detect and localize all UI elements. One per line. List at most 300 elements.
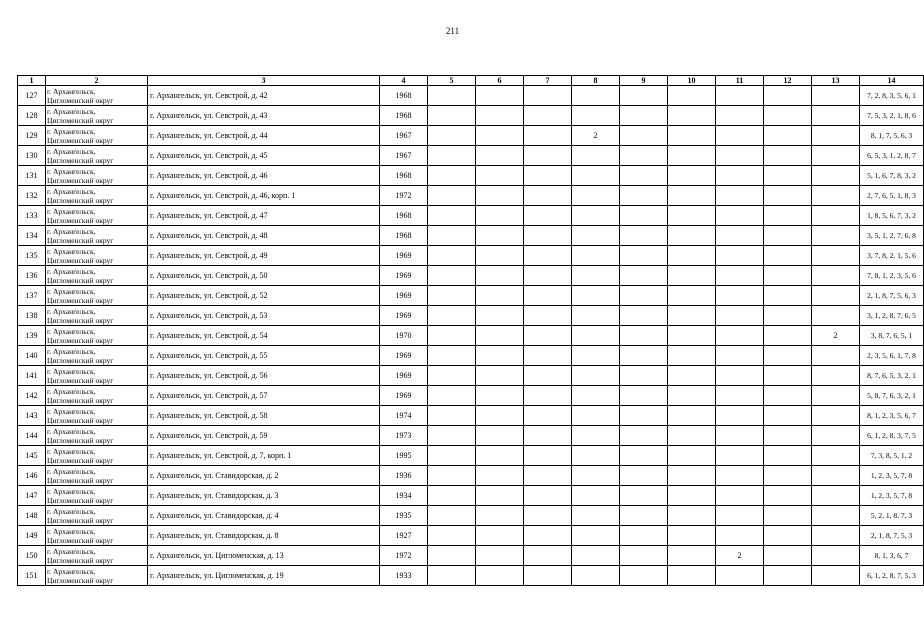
area-line: Цигломенский округ <box>47 355 114 365</box>
value-cell <box>620 426 668 446</box>
value-cell <box>428 266 476 286</box>
year-cell: 1968 <box>380 86 428 106</box>
value-cell <box>524 506 572 526</box>
table-row <box>18 206 924 226</box>
address-cell: г. Архангельск, ул. Севстрой, д. 48 <box>148 226 380 246</box>
value-cell <box>764 466 812 486</box>
value-cell <box>572 346 620 366</box>
housing-register-table <box>17 75 924 586</box>
value-cell <box>620 226 668 246</box>
area-cell <box>46 386 148 406</box>
value-cell <box>524 286 572 306</box>
area-cell <box>46 566 148 586</box>
area-cell <box>46 246 148 266</box>
address-cell: г. Архангельск, ул. Севстрой, д. 45 <box>148 146 380 166</box>
row-number-cell: 147 <box>18 486 46 506</box>
address-cell: г. Архангельск, ул. Севстрой, д. 56 <box>148 366 380 386</box>
codes-cell: 3, 8, 7, 6, 5, 1 <box>860 326 924 346</box>
area-line: г. Архангельск, <box>47 366 96 376</box>
value-cell <box>524 246 572 266</box>
value-cell <box>764 226 812 246</box>
column-header: 2 <box>46 76 148 86</box>
area-line: г. Архангельск, <box>47 186 96 196</box>
value-cell <box>572 366 620 386</box>
row-number-cell: 140 <box>18 346 46 366</box>
value-cell <box>764 206 812 226</box>
codes-cell: 8, 1, 2, 3, 5, 6, 7 <box>860 406 924 426</box>
year-cell: 1927 <box>380 526 428 546</box>
year-cell: 1968 <box>380 106 428 126</box>
value-cell <box>428 366 476 386</box>
value-cell <box>716 346 764 366</box>
value-cell <box>524 226 572 246</box>
value-cell <box>668 366 716 386</box>
value-cell <box>476 546 524 566</box>
column-header: 8 <box>572 76 620 86</box>
area-line: Цигломенский округ <box>47 235 114 245</box>
row-number-cell: 142 <box>18 386 46 406</box>
row-number-cell: 149 <box>18 526 46 546</box>
area-line: Цигломенский округ <box>47 195 114 205</box>
address-cell: г. Архангельск, ул. Севстрой, д. 7, корп. 1 <box>148 446 380 466</box>
codes-cell: 6, 5, 3, 1, 2, 8, 7 <box>860 146 924 166</box>
value-cell <box>716 266 764 286</box>
area-line: Цигломенский округ <box>47 135 114 145</box>
table-row <box>18 266 924 286</box>
value-cell <box>476 226 524 246</box>
address-cell: г. Архангельск, ул. Ставидорская, д. 4 <box>148 506 380 526</box>
row-number-cell: 148 <box>18 506 46 526</box>
codes-cell: 7, 2, 8, 3, 5, 6, 1 <box>860 86 924 106</box>
value-cell <box>476 186 524 206</box>
value-cell <box>572 166 620 186</box>
value-cell <box>668 326 716 346</box>
column-header: 3 <box>148 76 380 86</box>
value-cell <box>572 306 620 326</box>
table-row <box>18 486 924 506</box>
area-line: Цигломенский округ <box>47 415 114 425</box>
value-cell <box>620 146 668 166</box>
year-cell: 1995 <box>380 446 428 466</box>
value-cell <box>620 106 668 126</box>
value-cell <box>812 206 860 226</box>
value-cell: 2 <box>572 126 620 146</box>
value-cell <box>524 326 572 346</box>
value-cell <box>572 406 620 426</box>
table-row <box>18 526 924 546</box>
area-line: г. Архангельск, <box>47 466 96 476</box>
value-cell <box>476 346 524 366</box>
column-header: 9 <box>620 76 668 86</box>
codes-cell: 5, 8, 7, 6, 3, 2, 1 <box>860 386 924 406</box>
value-cell <box>764 286 812 306</box>
area-line: г. Архангельск, <box>47 406 96 416</box>
value-cell <box>524 386 572 406</box>
table-row <box>18 346 924 366</box>
value-cell <box>428 526 476 546</box>
value-cell <box>524 306 572 326</box>
value-cell <box>812 346 860 366</box>
codes-cell: 3, 5, 1, 2, 7, 6, 8 <box>860 226 924 246</box>
address-cell: г. Архангельск, ул. Севстрой, д. 46, корп. 1 <box>148 186 380 206</box>
value-cell <box>812 246 860 266</box>
address-cell: г. Архангельск, ул. Цигломенская, д. 19 <box>148 566 380 586</box>
value-cell <box>668 486 716 506</box>
year-cell: 1969 <box>380 306 428 326</box>
year-cell: 1936 <box>380 466 428 486</box>
value-cell <box>812 566 860 586</box>
value-cell <box>476 406 524 426</box>
address-cell: г. Архангельск, ул. Севстрой, д. 52 <box>148 286 380 306</box>
codes-cell: 8, 7, 6, 5, 3, 2, 1 <box>860 366 924 386</box>
value-cell <box>764 346 812 366</box>
value-cell <box>572 246 620 266</box>
value-cell <box>524 146 572 166</box>
year-cell: 1973 <box>380 426 428 446</box>
value-cell <box>428 446 476 466</box>
area-line: г. Архангельск, <box>47 326 96 336</box>
table-row <box>18 166 924 186</box>
area-cell <box>46 346 148 366</box>
value-cell <box>620 126 668 146</box>
value-cell <box>572 286 620 306</box>
value-cell <box>668 146 716 166</box>
value-cell <box>572 226 620 246</box>
value-cell <box>476 426 524 446</box>
value-cell <box>668 86 716 106</box>
area-line: Цигломенский округ <box>47 535 114 545</box>
value-cell <box>764 486 812 506</box>
value-cell <box>524 106 572 126</box>
value-cell <box>476 446 524 466</box>
area-line: г. Архангельск, <box>47 506 96 516</box>
value-cell <box>572 506 620 526</box>
value-cell <box>764 186 812 206</box>
value-cell <box>572 326 620 346</box>
table-row <box>18 386 924 406</box>
value-cell <box>620 366 668 386</box>
area-line: г. Архангельск, <box>47 386 96 396</box>
value-cell <box>620 86 668 106</box>
area-cell <box>46 86 148 106</box>
value-cell <box>572 386 620 406</box>
value-cell <box>524 466 572 486</box>
area-cell <box>46 266 148 286</box>
codes-cell: 3, 1, 2, 8, 7, 6, 5 <box>860 306 924 326</box>
area-line: Цигломенский округ <box>47 335 114 345</box>
area-cell <box>46 526 148 546</box>
value-cell <box>476 566 524 586</box>
value-cell <box>812 386 860 406</box>
value-cell <box>668 466 716 486</box>
table-row <box>18 226 924 246</box>
value-cell <box>716 326 764 346</box>
value-cell <box>524 406 572 426</box>
value-cell <box>524 366 572 386</box>
value-cell <box>764 326 812 346</box>
table-row <box>18 186 924 206</box>
row-number-cell: 138 <box>18 306 46 326</box>
row-number-cell: 132 <box>18 186 46 206</box>
value-cell <box>764 506 812 526</box>
area-cell <box>46 446 148 466</box>
value-cell <box>764 366 812 386</box>
value-cell <box>620 286 668 306</box>
value-cell <box>428 166 476 186</box>
value-cell <box>812 306 860 326</box>
year-cell: 1935 <box>380 506 428 526</box>
value-cell <box>524 446 572 466</box>
value-cell <box>764 526 812 546</box>
value-cell <box>716 466 764 486</box>
value-cell <box>428 146 476 166</box>
value-cell <box>428 466 476 486</box>
area-cell <box>46 226 148 246</box>
area-line: Цигломенский округ <box>47 555 114 565</box>
value-cell <box>764 546 812 566</box>
column-header: 14 <box>860 76 924 86</box>
value-cell <box>764 306 812 326</box>
column-header: 11 <box>716 76 764 86</box>
value-cell <box>668 506 716 526</box>
table-row <box>18 126 924 146</box>
value-cell <box>764 266 812 286</box>
area-line: Цигломенский округ <box>47 215 114 225</box>
table-row <box>18 446 924 466</box>
area-line: г. Архангельск, <box>47 266 96 276</box>
year-cell: 1972 <box>380 186 428 206</box>
year-cell: 1967 <box>380 146 428 166</box>
value-cell <box>716 106 764 126</box>
codes-cell: 6, 1, 2, 8, 7, 5, 3 <box>860 566 924 586</box>
value-cell <box>524 426 572 446</box>
value-cell <box>764 426 812 446</box>
area-line: Цигломенский округ <box>47 255 114 265</box>
value-cell <box>428 406 476 426</box>
value-cell <box>620 566 668 586</box>
value-cell <box>620 466 668 486</box>
value-cell <box>428 86 476 106</box>
value-cell <box>620 546 668 566</box>
codes-cell: 1, 2, 3, 5, 7, 8 <box>860 486 924 506</box>
value-cell <box>620 266 668 286</box>
value-cell <box>476 526 524 546</box>
value-cell <box>476 206 524 226</box>
row-number-cell: 150 <box>18 546 46 566</box>
value-cell <box>668 206 716 226</box>
address-cell: г. Архангельск, ул. Севстрой, д. 57 <box>148 386 380 406</box>
year-cell: 1969 <box>380 266 428 286</box>
area-cell <box>46 506 148 526</box>
codes-cell: 7, 3, 8, 5, 1, 2 <box>860 446 924 466</box>
value-cell <box>572 426 620 446</box>
value-cell <box>572 266 620 286</box>
value-cell: 2 <box>812 326 860 346</box>
row-number-cell: 144 <box>18 426 46 446</box>
area-cell <box>46 206 148 226</box>
area-line: г. Архангельск, <box>47 346 96 356</box>
area-cell <box>46 546 148 566</box>
area-line: Цигломенский округ <box>47 495 114 505</box>
value-cell <box>572 146 620 166</box>
value-cell <box>620 446 668 466</box>
value-cell <box>812 466 860 486</box>
value-cell <box>716 526 764 546</box>
area-line: г. Архангельск, <box>47 146 96 156</box>
row-number-cell: 134 <box>18 226 46 246</box>
year-cell: 1969 <box>380 286 428 306</box>
value-cell <box>428 386 476 406</box>
address-cell: г. Архангельск, ул. Севстрой, д. 53 <box>148 306 380 326</box>
area-cell <box>46 406 148 426</box>
value-cell <box>428 426 476 446</box>
area-cell <box>46 426 148 446</box>
year-cell: 1974 <box>380 406 428 426</box>
value-cell <box>668 386 716 406</box>
row-number-cell: 145 <box>18 446 46 466</box>
codes-cell: 8, 1, 7, 5, 6, 3 <box>860 126 924 146</box>
area-line: г. Архангельск, <box>47 246 96 256</box>
column-header: 6 <box>476 76 524 86</box>
value-cell <box>620 206 668 226</box>
area-line: г. Архангельск, <box>47 286 96 296</box>
value-cell <box>812 366 860 386</box>
address-cell: г. Архангельск, ул. Ставидорская, д. 3 <box>148 486 380 506</box>
area-cell <box>46 146 148 166</box>
year-cell: 1969 <box>380 366 428 386</box>
value-cell <box>764 166 812 186</box>
value-cell <box>428 226 476 246</box>
value-cell <box>476 286 524 306</box>
value-cell <box>572 466 620 486</box>
row-number-cell: 130 <box>18 146 46 166</box>
area-line: г. Архангельск, <box>47 546 96 556</box>
value-cell <box>668 226 716 246</box>
area-line: г. Архангельск, <box>47 486 96 496</box>
row-number-cell: 127 <box>18 86 46 106</box>
value-cell <box>716 286 764 306</box>
area-cell <box>46 166 148 186</box>
row-number-cell: 129 <box>18 126 46 146</box>
area-line: Цигломенский округ <box>47 375 114 385</box>
value-cell <box>668 406 716 426</box>
value-cell <box>620 306 668 326</box>
codes-cell: 8, 1, 3, 6, 7 <box>860 546 924 566</box>
year-cell: 1968 <box>380 226 428 246</box>
table-body <box>18 86 924 586</box>
value-cell <box>572 86 620 106</box>
area-line: г. Архангельск, <box>47 106 96 116</box>
value-cell <box>428 506 476 526</box>
value-cell <box>716 486 764 506</box>
value-cell <box>812 286 860 306</box>
value-cell <box>428 346 476 366</box>
area-line: г. Архангельск, <box>47 526 96 536</box>
value-cell <box>476 366 524 386</box>
codes-cell: 2, 7, 6, 5, 1, 8, 3 <box>860 186 924 206</box>
area-line: Цигломенский округ <box>47 115 114 125</box>
value-cell <box>812 526 860 546</box>
value-cell <box>716 86 764 106</box>
address-cell: г. Архангельск, ул. Севстрой, д. 50 <box>148 266 380 286</box>
value-cell <box>668 126 716 146</box>
value-cell <box>716 506 764 526</box>
area-cell <box>46 286 148 306</box>
value-cell <box>620 166 668 186</box>
row-number-cell: 133 <box>18 206 46 226</box>
value-cell <box>812 106 860 126</box>
value-cell <box>524 206 572 226</box>
table-row <box>18 306 924 326</box>
value-cell <box>812 266 860 286</box>
year-cell: 1933 <box>380 566 428 586</box>
row-number-cell: 136 <box>18 266 46 286</box>
value-cell <box>668 106 716 126</box>
row-number-cell: 146 <box>18 466 46 486</box>
value-cell <box>620 326 668 346</box>
value-cell <box>476 306 524 326</box>
value-cell <box>812 126 860 146</box>
table-row <box>18 366 924 386</box>
row-number-cell: 151 <box>18 566 46 586</box>
area-line: Цигломенский округ <box>47 575 114 585</box>
value-cell: 2 <box>716 546 764 566</box>
area-cell <box>46 326 148 346</box>
value-cell <box>812 166 860 186</box>
table-row <box>18 86 924 106</box>
area-line: г. Архангельск, <box>47 226 96 236</box>
value-cell <box>476 486 524 506</box>
value-cell <box>572 446 620 466</box>
row-number-cell: 135 <box>18 246 46 266</box>
area-cell <box>46 486 148 506</box>
area-cell <box>46 366 148 386</box>
value-cell <box>620 526 668 546</box>
value-cell <box>668 346 716 366</box>
area-line: Цигломенский округ <box>47 275 114 285</box>
area-line: г. Архангельск, <box>47 126 96 136</box>
codes-cell: 3, 7, 8, 2, 1, 5, 6 <box>860 246 924 266</box>
value-cell <box>668 186 716 206</box>
year-cell: 1969 <box>380 246 428 266</box>
value-cell <box>428 126 476 146</box>
value-cell <box>668 266 716 286</box>
value-cell <box>476 266 524 286</box>
value-cell <box>716 246 764 266</box>
codes-cell: 5, 2, 1, 8, 7, 3 <box>860 506 924 526</box>
value-cell <box>428 106 476 126</box>
area-line: Цигломенский округ <box>47 455 114 465</box>
value-cell <box>812 406 860 426</box>
value-cell <box>668 306 716 326</box>
table-row <box>18 546 924 566</box>
value-cell <box>764 146 812 166</box>
table-row <box>18 506 924 526</box>
codes-cell: 5, 1, 6, 7, 8, 3, 2 <box>860 166 924 186</box>
table-row <box>18 406 924 426</box>
table-row <box>18 566 924 586</box>
value-cell <box>716 446 764 466</box>
address-cell: г. Архангельск, ул. Севстрой, д. 42 <box>148 86 380 106</box>
value-cell <box>524 266 572 286</box>
table-row <box>18 146 924 166</box>
value-cell <box>524 566 572 586</box>
address-cell: г. Архангельск, ул. Севстрой, д. 59 <box>148 426 380 446</box>
year-cell: 1969 <box>380 346 428 366</box>
value-cell <box>764 86 812 106</box>
value-cell <box>716 146 764 166</box>
address-cell: г. Архангельск, ул. Ставидорская, д. 2 <box>148 466 380 486</box>
